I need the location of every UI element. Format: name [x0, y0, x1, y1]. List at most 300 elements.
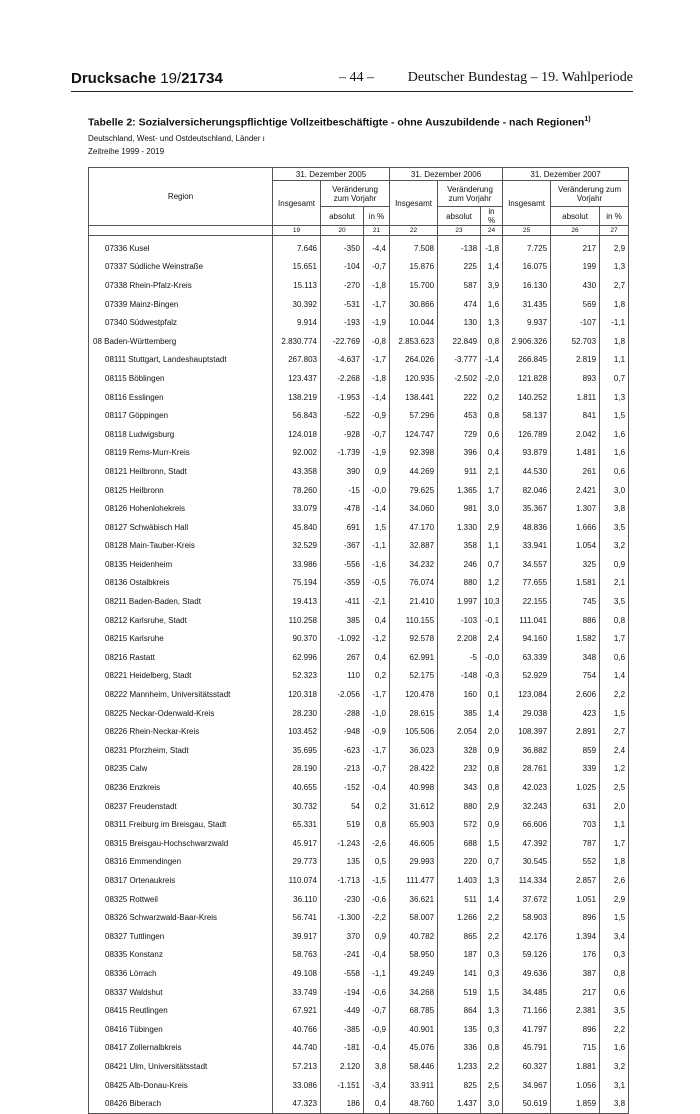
value-cell: 79.625: [390, 481, 438, 500]
value-cell: -2,0: [481, 369, 503, 388]
value-cell: 141: [438, 964, 481, 983]
value-cell: 1.025: [551, 778, 600, 797]
value-cell: 58.137: [503, 406, 551, 425]
region-cell: 08236 Enzkreis: [89, 778, 273, 797]
table-row: [89, 592, 629, 611]
value-cell: 16.130: [503, 276, 551, 295]
value-cell: 729: [438, 425, 481, 444]
table-row: [89, 834, 629, 853]
value-cell: -2.502: [438, 369, 481, 388]
value-cell: -0,7: [364, 258, 390, 277]
region-cell: 08337 Waldshut: [89, 983, 273, 1002]
value-cell: -3.777: [438, 351, 481, 370]
value-cell: 261: [551, 462, 600, 481]
value-cell: 126.789: [503, 425, 551, 444]
value-cell: 75.194: [273, 574, 321, 593]
value-cell: 3,9: [481, 276, 503, 295]
value-cell: 36.882: [503, 741, 551, 760]
value-cell: -558: [321, 964, 364, 983]
value-cell: 396: [438, 444, 481, 463]
value-cell: 1.233: [438, 1057, 481, 1076]
value-cell: 1,3: [600, 388, 629, 407]
value-cell: 0,5: [364, 853, 390, 872]
value-cell: 56.843: [273, 406, 321, 425]
value-cell: 124.018: [273, 425, 321, 444]
value-cell: 2,0: [481, 722, 503, 741]
publisher: Deutscher Bundestag – 19. Wahlperiode: [407, 70, 633, 85]
table-row: [89, 946, 629, 965]
region-cell: 07339 Mainz-Bingen: [89, 295, 273, 314]
value-cell: 29.038: [503, 704, 551, 723]
table-row: [89, 667, 629, 686]
value-cell: 754: [551, 667, 600, 686]
table-row: [89, 555, 629, 574]
value-cell: -1,1: [364, 964, 390, 983]
value-cell: 32.243: [503, 797, 551, 816]
value-cell: 15.876: [390, 258, 438, 277]
value-cell: 893: [551, 369, 600, 388]
value-cell: 336: [438, 1039, 481, 1058]
value-cell: 47.392: [503, 834, 551, 853]
value-cell: 33.941: [503, 537, 551, 556]
value-cell: 44.530: [503, 462, 551, 481]
value-cell: 52.323: [273, 667, 321, 686]
region-cell: 08121 Heilbronn, Stadt: [89, 462, 273, 481]
value-cell: 42.176: [503, 927, 551, 946]
value-cell: 1,6: [600, 425, 629, 444]
value-cell: -2.268: [321, 369, 364, 388]
region-cell: 07337 Südliche Weinstraße: [89, 258, 273, 277]
region-cell: 08216 Rastatt: [89, 648, 273, 667]
table-row: [89, 332, 629, 351]
value-cell: -1,1: [364, 537, 390, 556]
value-cell: 0,2: [364, 797, 390, 816]
value-cell: 7.725: [503, 236, 551, 258]
value-cell: 0,7: [481, 853, 503, 872]
table-row: [89, 369, 629, 388]
value-cell: -0,6: [364, 890, 390, 909]
value-cell: 1.582: [551, 629, 600, 648]
value-cell: 108.397: [503, 722, 551, 741]
value-cell: 48.836: [503, 518, 551, 537]
value-cell: 111.041: [503, 611, 551, 630]
value-cell: -3,4: [364, 1076, 390, 1095]
value-cell: 10,3: [481, 592, 503, 611]
region-cell: 08231 Pforzheim, Stadt: [89, 741, 273, 760]
value-cell: 387: [551, 964, 600, 983]
insgesamt-header: Insgesamt: [273, 181, 321, 226]
value-cell: -1,9: [364, 313, 390, 332]
insgesamt-header: Insgesamt: [390, 181, 438, 226]
value-cell: 2,2: [481, 1057, 503, 1076]
value-cell: 60.327: [503, 1057, 551, 1076]
table-row: [89, 518, 629, 537]
value-cell: -928: [321, 425, 364, 444]
value-cell: 71.166: [503, 1001, 551, 1020]
value-cell: 0,8: [481, 332, 503, 351]
value-cell: 0,8: [481, 760, 503, 779]
value-cell: 572: [438, 815, 481, 834]
value-cell: 77.655: [503, 574, 551, 593]
value-cell: -0,8: [364, 332, 390, 351]
value-cell: 68.785: [390, 1001, 438, 1020]
value-cell: 896: [551, 1020, 600, 1039]
value-cell: 2,0: [600, 797, 629, 816]
value-cell: 0,3: [481, 964, 503, 983]
column-number-blank: [89, 226, 273, 236]
value-cell: 1,2: [600, 760, 629, 779]
percent-header: in %: [481, 207, 503, 226]
value-cell: -2.056: [321, 685, 364, 704]
table-row: [89, 481, 629, 500]
table-row: [89, 388, 629, 407]
value-cell: -0,7: [364, 760, 390, 779]
value-cell: -449: [321, 1001, 364, 1020]
value-cell: 33.911: [390, 1076, 438, 1095]
value-cell: 1,6: [600, 444, 629, 463]
value-cell: 3,5: [600, 1001, 629, 1020]
value-cell: 90.370: [273, 629, 321, 648]
region-cell: 08226 Rhein-Neckar-Kreis: [89, 722, 273, 741]
value-cell: 28.615: [390, 704, 438, 723]
value-cell: 1,2: [481, 574, 503, 593]
value-cell: 2,5: [600, 778, 629, 797]
value-cell: 0,4: [364, 1094, 390, 1113]
value-cell: 15.113: [273, 276, 321, 295]
value-cell: 30.866: [390, 295, 438, 314]
page-number: – 44 –: [339, 70, 374, 85]
value-cell: -1,7: [364, 741, 390, 760]
value-cell: 511: [438, 890, 481, 909]
value-cell: 2,5: [481, 1076, 503, 1095]
value-cell: 0,4: [481, 444, 503, 463]
value-cell: 1,5: [364, 518, 390, 537]
value-cell: -1,7: [364, 351, 390, 370]
value-cell: 1,6: [481, 295, 503, 314]
value-cell: 2,4: [600, 741, 629, 760]
value-cell: -4,4: [364, 236, 390, 258]
value-cell: -181: [321, 1039, 364, 1058]
value-cell: 187: [438, 946, 481, 965]
value-cell: 0,8: [600, 611, 629, 630]
value-cell: 37.672: [503, 890, 551, 909]
absolut-header: absolut: [438, 207, 481, 226]
value-cell: 1,8: [600, 295, 629, 314]
value-cell: -0,7: [364, 1001, 390, 1020]
value-cell: 2,9: [481, 797, 503, 816]
column-number: 25: [503, 226, 551, 236]
region-cell: 08326 Schwarzwald-Baar-Kreis: [89, 908, 273, 927]
value-cell: 29.773: [273, 853, 321, 872]
value-cell: 1,4: [481, 890, 503, 909]
table-body: [89, 236, 629, 1114]
value-cell: 587: [438, 276, 481, 295]
value-cell: 2.853.623: [390, 332, 438, 351]
value-cell: 32.887: [390, 537, 438, 556]
value-cell: 57.213: [273, 1057, 321, 1076]
value-cell: 58.007: [390, 908, 438, 927]
region-cell: 08237 Freudenstadt: [89, 797, 273, 816]
value-cell: 44.740: [273, 1039, 321, 1058]
percent-header: in %: [600, 207, 629, 226]
table-row: [89, 983, 629, 1002]
region-cell: 08335 Konstanz: [89, 946, 273, 965]
value-cell: 325: [551, 555, 600, 574]
value-cell: 35.367: [503, 499, 551, 518]
value-cell: -0,0: [481, 648, 503, 667]
region-cell: 08 Baden-Württemberg: [89, 332, 273, 351]
value-cell: 0,7: [600, 369, 629, 388]
value-cell: 36.023: [390, 741, 438, 760]
value-cell: -15: [321, 481, 364, 500]
value-cell: -0,6: [364, 983, 390, 1002]
value-cell: 0,9: [364, 927, 390, 946]
value-cell: 28.230: [273, 704, 321, 723]
value-cell: -22.769: [321, 332, 364, 351]
value-cell: 33.086: [273, 1076, 321, 1095]
table-row: [89, 1094, 629, 1113]
column-number: 24: [481, 226, 503, 236]
table-row: [89, 722, 629, 741]
value-cell: 58.950: [390, 946, 438, 965]
value-cell: 56.741: [273, 908, 321, 927]
value-cell: -194: [321, 983, 364, 1002]
value-cell: 0,6: [481, 425, 503, 444]
value-cell: 33.079: [273, 499, 321, 518]
value-cell: 110.074: [273, 871, 321, 890]
value-cell: 0,4: [364, 611, 390, 630]
value-cell: 47.323: [273, 1094, 321, 1113]
table-row: [89, 1076, 629, 1095]
value-cell: 0,9: [481, 741, 503, 760]
value-cell: -0,0: [364, 481, 390, 500]
value-cell: 45.840: [273, 518, 321, 537]
value-cell: 78.260: [273, 481, 321, 500]
value-cell: 7.508: [390, 236, 438, 258]
value-cell: -152: [321, 778, 364, 797]
column-number: 19: [273, 226, 321, 236]
value-cell: -522: [321, 406, 364, 425]
value-cell: 1.307: [551, 499, 600, 518]
value-cell: -478: [321, 499, 364, 518]
region-cell: 08135 Heidenheim: [89, 555, 273, 574]
value-cell: 3,1: [600, 1076, 629, 1095]
value-cell: 82.046: [503, 481, 551, 500]
value-cell: 981: [438, 499, 481, 518]
value-cell: 2,9: [481, 518, 503, 537]
date-header-2006: 31. Dezember 2006: [390, 168, 503, 181]
value-cell: 40.998: [390, 778, 438, 797]
value-cell: 57.296: [390, 406, 438, 425]
table-row: [89, 871, 629, 890]
value-cell: -270: [321, 276, 364, 295]
region-cell: 08211 Baden-Baden, Stadt: [89, 592, 273, 611]
table-row: [89, 741, 629, 760]
region-cell: 08126 Hohenlohekreis: [89, 499, 273, 518]
region-cell: 07338 Rhein-Pfalz-Kreis: [89, 276, 273, 295]
value-cell: 199: [551, 258, 600, 277]
value-cell: 358: [438, 537, 481, 556]
value-cell: -1.953: [321, 388, 364, 407]
value-cell: 22.155: [503, 592, 551, 611]
table-subtitle-scope: Deutschland, West- und Ostdeutschland, Länder ı: [88, 134, 265, 143]
table-row: [89, 313, 629, 332]
value-cell: 3,5: [600, 518, 629, 537]
table-row: [89, 537, 629, 556]
value-cell: 343: [438, 778, 481, 797]
value-cell: 44.269: [390, 462, 438, 481]
table-row: [89, 574, 629, 593]
region-cell: 08221 Heidelberg, Stadt: [89, 667, 273, 686]
value-cell: 110: [321, 667, 364, 686]
value-cell: 631: [551, 797, 600, 816]
value-cell: -1,7: [364, 685, 390, 704]
value-cell: -148: [438, 667, 481, 686]
value-cell: 34.232: [390, 555, 438, 574]
value-cell: -1.151: [321, 1076, 364, 1095]
value-cell: 0,6: [600, 983, 629, 1002]
value-cell: 0,8: [481, 406, 503, 425]
value-cell: -2,1: [364, 592, 390, 611]
value-cell: 2,7: [600, 276, 629, 295]
value-cell: -230: [321, 890, 364, 909]
value-cell: -385: [321, 1020, 364, 1039]
value-cell: 880: [438, 797, 481, 816]
region-cell: 08222 Mannheim, Universitätsstadt: [89, 685, 273, 704]
insgesamt-header: Insgesamt: [503, 181, 551, 226]
table-row: [89, 797, 629, 816]
value-cell: 138.219: [273, 388, 321, 407]
value-cell: 264.026: [390, 351, 438, 370]
value-cell: 3,0: [600, 481, 629, 500]
value-cell: 36.110: [273, 890, 321, 909]
value-cell: -1,4: [364, 388, 390, 407]
value-cell: 1,4: [600, 667, 629, 686]
value-cell: 1,3: [481, 313, 503, 332]
value-cell: 120.935: [390, 369, 438, 388]
change-header: Veränderung zum Vorjahr: [551, 181, 629, 207]
value-cell: 34.268: [390, 983, 438, 1002]
value-cell: -1,7: [364, 295, 390, 314]
value-cell: 186: [321, 1094, 364, 1113]
value-cell: 36.621: [390, 890, 438, 909]
value-cell: -1.243: [321, 834, 364, 853]
value-cell: 691: [321, 518, 364, 537]
value-cell: 2,9: [600, 236, 629, 258]
value-cell: 2,4: [481, 629, 503, 648]
region-cell: 08235 Calw: [89, 760, 273, 779]
value-cell: 217: [551, 983, 600, 1002]
value-cell: 430: [551, 276, 600, 295]
value-cell: -193: [321, 313, 364, 332]
value-cell: 34.060: [390, 499, 438, 518]
value-cell: 1,8: [600, 853, 629, 872]
value-cell: -948: [321, 722, 364, 741]
value-cell: 385: [438, 704, 481, 723]
value-cell: -288: [321, 704, 364, 723]
value-cell: 3,0: [481, 499, 503, 518]
value-cell: 31.612: [390, 797, 438, 816]
value-cell: 92.002: [273, 444, 321, 463]
value-cell: 16.075: [503, 258, 551, 277]
value-cell: 787: [551, 834, 600, 853]
value-cell: 423: [551, 704, 600, 723]
region-cell: 08119 Rems-Murr-Kreis: [89, 444, 273, 463]
value-cell: 1,5: [600, 406, 629, 425]
table-row: [89, 462, 629, 481]
value-cell: 49.636: [503, 964, 551, 983]
value-cell: 2.054: [438, 722, 481, 741]
value-cell: 138.441: [390, 388, 438, 407]
value-cell: 2,6: [600, 871, 629, 890]
table-row: [89, 1039, 629, 1058]
value-cell: 1,3: [600, 258, 629, 277]
value-cell: 339: [551, 760, 600, 779]
value-cell: 52.175: [390, 667, 438, 686]
value-cell: -623: [321, 741, 364, 760]
date-header-2007: 31. Dezember 2007: [503, 168, 629, 181]
value-cell: 103.452: [273, 722, 321, 741]
value-cell: 0,8: [481, 778, 503, 797]
value-cell: 41.797: [503, 1020, 551, 1039]
value-cell: -103: [438, 611, 481, 630]
table-row: [89, 704, 629, 723]
value-cell: 1.365: [438, 481, 481, 500]
absolut-header: absolut: [551, 207, 600, 226]
value-cell: 2.421: [551, 481, 600, 500]
value-cell: 0,8: [600, 964, 629, 983]
value-cell: 124.747: [390, 425, 438, 444]
region-cell: 08136 Ostalbkreis: [89, 574, 273, 593]
value-cell: 40.901: [390, 1020, 438, 1039]
region-cell: 08311 Freiburg im Breisgau, Stadt: [89, 815, 273, 834]
value-cell: -0,5: [364, 574, 390, 593]
value-cell: 110.258: [273, 611, 321, 630]
value-cell: 1.811: [551, 388, 600, 407]
value-cell: 745: [551, 592, 600, 611]
value-cell: 52.703: [551, 332, 600, 351]
value-cell: 0,4: [364, 648, 390, 667]
table-row: [89, 685, 629, 704]
value-cell: 267: [321, 648, 364, 667]
table-row: [89, 1020, 629, 1039]
table-row: [89, 351, 629, 370]
value-cell: 120.478: [390, 685, 438, 704]
data-table: [88, 167, 629, 1114]
region-cell: 08417 Zollernalbkreis: [89, 1039, 273, 1058]
value-cell: 0,3: [481, 1020, 503, 1039]
value-cell: 825: [438, 1076, 481, 1095]
value-cell: 176: [551, 946, 600, 965]
value-cell: 62.996: [273, 648, 321, 667]
value-cell: 715: [551, 1039, 600, 1058]
value-cell: -4.637: [321, 351, 364, 370]
value-cell: 328: [438, 741, 481, 760]
value-cell: 1.437: [438, 1094, 481, 1113]
value-cell: 3,5: [600, 592, 629, 611]
value-cell: -138: [438, 236, 481, 258]
region-cell: 08117 Göppingen: [89, 406, 273, 425]
value-cell: 569: [551, 295, 600, 314]
column-number: 21: [364, 226, 390, 236]
value-cell: 33.986: [273, 555, 321, 574]
value-cell: 1.330: [438, 518, 481, 537]
value-cell: 266.845: [503, 351, 551, 370]
value-cell: 2.819: [551, 351, 600, 370]
value-cell: -1.713: [321, 871, 364, 890]
region-cell: 08212 Karlsruhe, Stadt: [89, 611, 273, 630]
value-cell: 130: [438, 313, 481, 332]
